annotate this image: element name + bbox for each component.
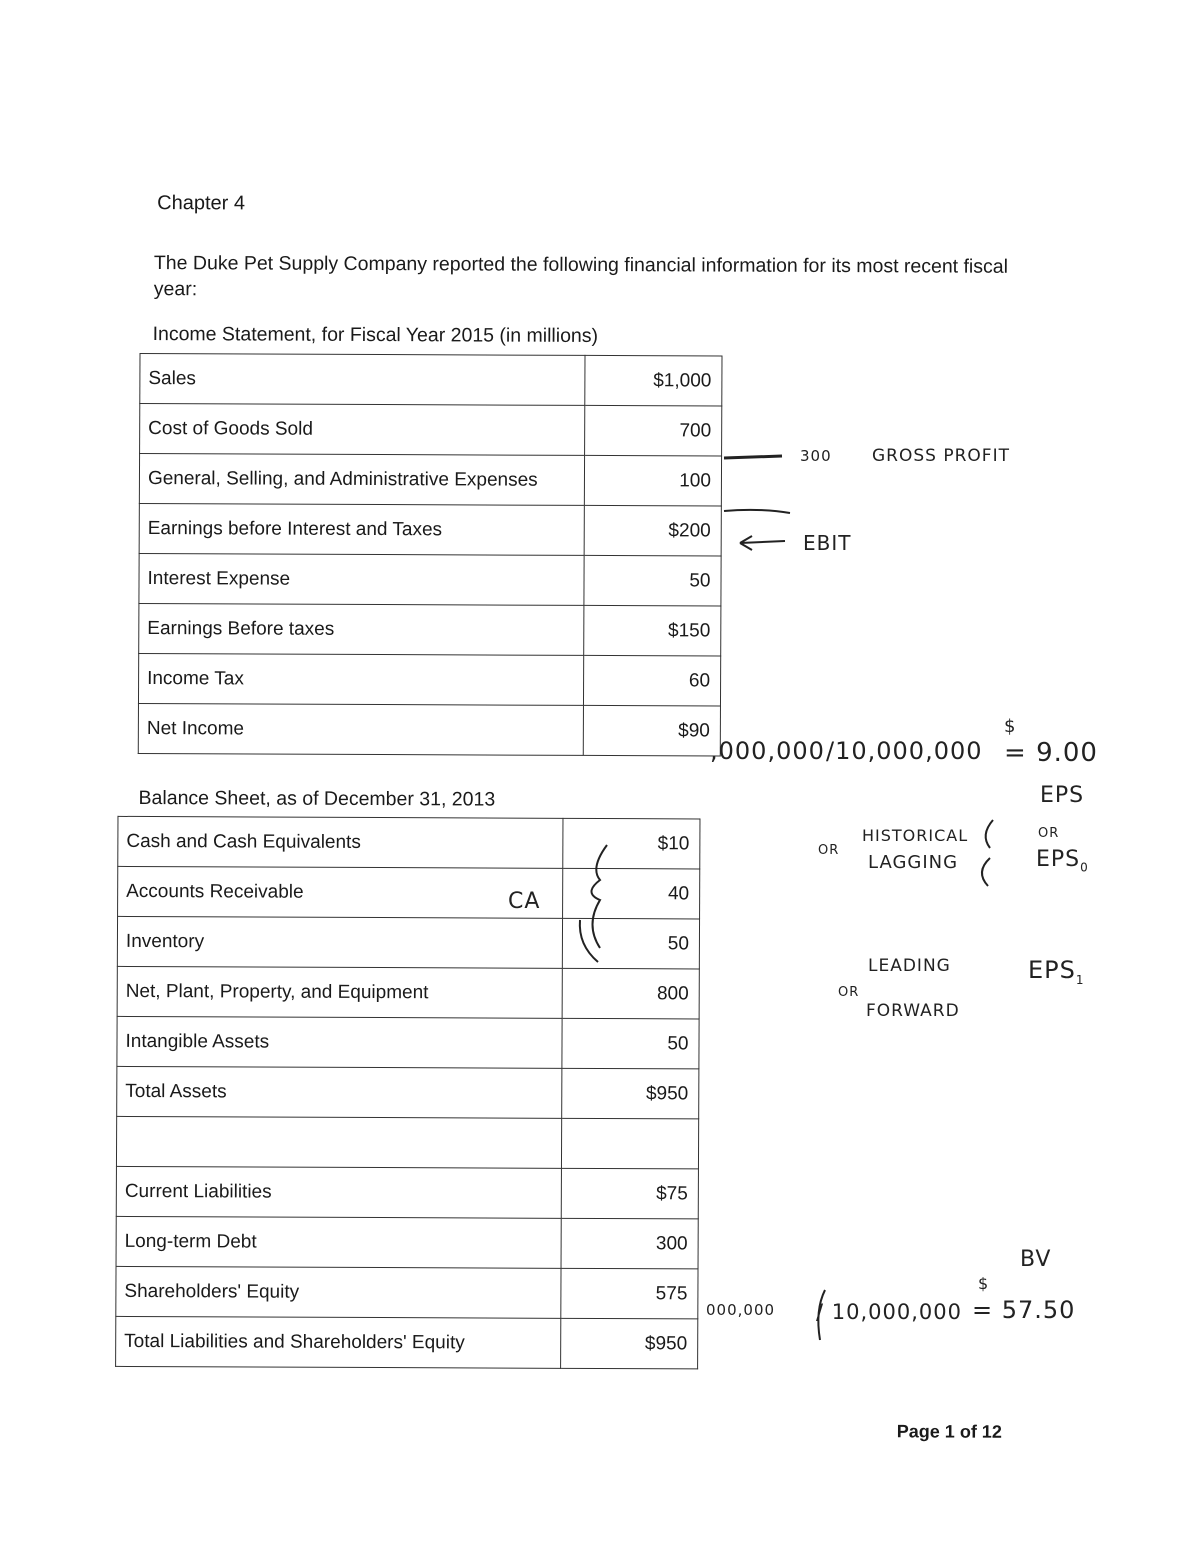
row-value: $75 [561,1168,698,1219]
row-label: Earnings Before taxes [139,603,584,655]
net-income-divisor: /10,000,000 [826,737,983,765]
row-label: Intangible Assets [117,1016,562,1068]
eps-subscript: 0 [1080,860,1089,875]
row-value: 300 [561,1218,698,1269]
eps-subscript: 1 [1075,972,1085,987]
page-number: Page 1 of 12 [896,1421,1002,1442]
row-value: 50 [562,1018,699,1069]
row-label: Long-term Debt [116,1216,561,1268]
row-label: Shareholders' Equity [116,1266,561,1318]
row-label: Total Liabilities and Shareholders' Equity [116,1316,561,1368]
balance-sheet-table [115,816,700,1370]
income-statement-table [138,353,723,757]
row-label: Cash and Cash Equivalents [118,816,563,868]
row-value: 575 [561,1268,698,1319]
or-note: OR [1038,826,1060,841]
forward-note: FORWARD [866,1001,960,1021]
row-value: 50 [584,555,721,606]
row-value: 100 [584,455,721,506]
row-value: 800 [562,968,699,1019]
net-income-result: = 9.00 [1004,738,1098,768]
row-label: Interest Expense [139,553,584,605]
row-value: $10 [563,818,700,869]
or-note: OR [838,985,860,1000]
book-value-result: = 57.50 [972,1296,1076,1324]
table-row [117,916,699,969]
row-label: Income Tax [138,653,583,705]
eps-note: EPS [1040,783,1085,808]
table-row [118,866,700,919]
table-row [117,1016,699,1069]
equity-zeros: 000,000 [706,1301,776,1319]
table-row [116,1266,698,1319]
table-row [139,603,721,656]
row-value: 50 [562,918,699,969]
row-value: $200 [584,505,721,556]
eps-one-note [1028,956,1085,987]
table-row [118,816,700,869]
table-row [116,1316,698,1369]
lagging-note: LAGGING [868,852,959,873]
row-value [561,1118,698,1169]
dollar-note: $ [978,1274,990,1293]
result-value: 9.00 [1036,738,1098,768]
table-row [116,1216,698,1269]
income-statement-caption: Income Statement, for Fiscal Year 2015 (in millions) [152,323,599,347]
table-row [117,1066,699,1119]
table-row [116,1166,698,1219]
table-row [139,453,721,506]
ebit-note: EBIT [803,531,852,555]
intro-paragraph: The Duke Pet Supply Company reported the following financial information for its most recent fiscal year: [153,252,1009,301]
eps-label: EPS [1036,847,1081,872]
eps-zero-note [1036,847,1089,874]
equity-divisor: / 10,000,000 [816,1300,962,1324]
table-row [139,503,721,556]
table-row-empty [116,1116,698,1169]
row-label: Net, Plant, Property, and Equipment [117,966,562,1018]
table-row [117,966,699,1019]
table-row [138,703,720,756]
row-label: General, Selling, and Administrative Expenses [139,453,584,505]
row-value: $950 [561,1318,698,1369]
row-label [116,1116,561,1168]
row-label: Inventory [117,916,562,968]
row-value: $950 [562,1068,699,1119]
balance-sheet-caption: Balance Sheet, as of December 31, 2013 [138,786,496,811]
gross-profit-value: 300 [800,447,832,465]
eps-label: EPS [1028,956,1076,984]
table-row [139,553,721,606]
dollar-note: $ [1004,716,1017,737]
row-value: $1,000 [585,355,722,406]
row-label: Accounts Receivable [118,866,563,918]
row-value: $90 [583,705,720,756]
row-label: Net Income [138,703,583,755]
row-value: $150 [584,605,721,656]
net-income-zeros: ,000,000 [710,737,825,765]
row-label: Total Assets [117,1066,562,1118]
chapter-heading: Chapter 4 [157,192,246,215]
table-row [138,653,720,706]
row-label: Sales [140,353,585,405]
book-value-note: BV [1020,1247,1052,1272]
row-value: 60 [583,655,720,706]
row-label: Earnings before Interest and Taxes [139,503,584,555]
gross-profit-label: GROSS PROFIT [872,446,1010,466]
or-note: OR [818,843,840,858]
historical-note: HISTORICAL [862,826,969,845]
row-label: Current Liabilities [116,1166,561,1218]
row-value: 700 [585,405,722,456]
table-row [140,353,722,406]
leading-note: LEADING [868,956,951,976]
row-value: 40 [563,868,700,919]
current-assets-note: CA [508,889,541,914]
row-label: Cost of Goods Sold [140,403,585,455]
table-row [140,403,722,456]
